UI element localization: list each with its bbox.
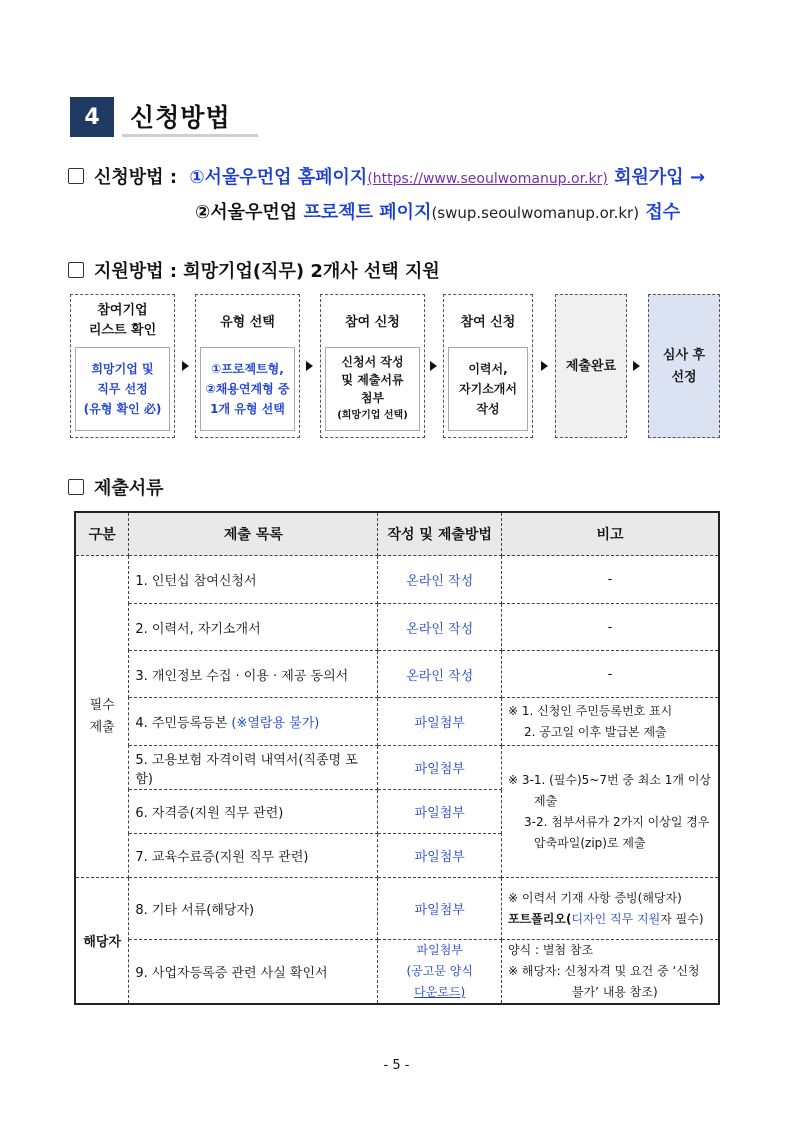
flow-step-3-head: 참여 신청 [345, 315, 400, 330]
apply-line-1 [68, 163, 705, 189]
flow-step-4-head: 참여 신청 [460, 315, 516, 330]
row-item: 7. 교육수료증(지원 직무 관련) [129, 834, 378, 878]
row-note: - [502, 651, 720, 698]
row-note [502, 940, 720, 1005]
header-item: 제출 목록 [129, 512, 378, 556]
apply-step1: ①서울우먼업 홈페이지 [189, 167, 368, 188]
flow-arrow-icon [541, 361, 548, 371]
header-method: 작성 및 제출방법 [378, 512, 502, 556]
row-method: 온라인 작성 [378, 604, 502, 651]
note-line: 양식 : 별첨 참조 [508, 943, 594, 957]
homepage-link[interactable]: (https://www.seoulwomanup.or.kr) [367, 171, 608, 187]
apply-step2-suffix: 접수 [645, 202, 681, 223]
row-method: 파일첨부 [378, 790, 502, 834]
row-item: 2. 이력서, 자기소개서 [129, 604, 378, 651]
checkbox-icon [68, 479, 84, 495]
flow-step-6-text: 심사 후 선정 [662, 348, 706, 385]
flow-arrow-icon [306, 361, 313, 371]
flow-arrow-icon [430, 361, 437, 371]
row-method: 온라인 작성 [378, 651, 502, 698]
support-line [68, 257, 440, 283]
row-method [378, 940, 502, 1005]
apply-line-2 [195, 198, 680, 224]
note-line: 2. 공고일 이후 발급본 제출 [524, 724, 667, 739]
checkbox-icon [68, 262, 84, 278]
table-row [75, 746, 719, 790]
row-method: 파일첨부 [378, 834, 502, 878]
row-method: 온라인 작성 [378, 556, 502, 604]
header-category: 구분 [75, 512, 129, 556]
flow-step-3-body [325, 347, 420, 431]
flow-step-3 [320, 294, 425, 438]
section-number: 4 [70, 97, 114, 137]
section-underline [122, 134, 258, 137]
note-bold: 포트폴리오( [508, 911, 572, 926]
support-text: 지원방법 : 희망기업(직무) 2개사 선택 지원 [94, 261, 440, 282]
note-blue: 디자인 직무 지원 [571, 911, 661, 926]
docs-heading [68, 474, 164, 500]
row-item-text: 4. 주민등록등본 [135, 716, 228, 731]
row-item: 8. 기타 서류(해당자) [129, 878, 378, 940]
section-title: 신청방법 [130, 103, 231, 132]
flow-step-5 [555, 294, 627, 438]
row-method: 파일첨부 [378, 698, 502, 746]
row-item: 3. 개인정보 수집 · 이용 · 제공 동의서 [129, 651, 378, 698]
apply-label: 신청방법 : [94, 167, 178, 188]
apply-step2: ②서울우먼업 [195, 202, 298, 223]
flow-step-3-small: (희망기업 선택) [337, 410, 408, 421]
documents-table [74, 511, 720, 1005]
flow-arrow-icon [182, 361, 189, 371]
row-item: 1. 인턴십 참여신청서 [129, 556, 378, 604]
flow-step-4-body: 이력서, 자기소개서 작성 [448, 347, 528, 431]
row-note-567 [502, 746, 720, 878]
row-item: 5. 고용보험 자격이력 내역서(직종명 포함) [129, 746, 378, 790]
row-item-extra: (※열람용 불가) [231, 716, 320, 731]
checkbox-icon [68, 168, 84, 184]
row-item: 9. 사업자등록증 관련 사실 확인서 [129, 940, 378, 1005]
note-line: 3-2. 첨부서류가 2가지 이상일 경우 [524, 814, 710, 829]
flow-arrow-icon [633, 361, 640, 371]
apply-step1-suffix: 회원가입 → [614, 167, 706, 188]
note-line: 압축파일(zip)로 제출 [534, 835, 646, 850]
table-row [75, 878, 719, 940]
method-line: (공고문 양식 [406, 964, 473, 978]
apply-step2-page: 프로젝트 페이지 [303, 202, 432, 223]
row-note: - [502, 556, 720, 604]
table-row [75, 698, 719, 746]
table-header-row [75, 512, 719, 556]
flow-step-2-head: 유형 선택 [220, 315, 275, 330]
row-method: 파일첨부 [378, 746, 502, 790]
flow-step-3-text: 신청서 작성 및 제출서류 첨부 [341, 355, 404, 405]
note-line: 불가’ 내용 참조) [572, 985, 658, 999]
note-line [508, 909, 712, 930]
flow-step-2-body: ①프로젝트형, ②채용연계형 중 1개 유형 선택 [200, 347, 295, 431]
flow-step-1-body: 희망기업 및 직무 선정 (유형 확인 必) [75, 347, 170, 431]
flow-step-2 [195, 294, 300, 438]
table-row [75, 556, 719, 604]
note-line: ※ 3-1. (필수)5~7번 중 최소 1개 이상 [508, 772, 712, 787]
note-line: 제출 [534, 793, 558, 808]
flow-step-1 [70, 294, 175, 438]
flow-step-4 [443, 294, 533, 438]
header-note: 비고 [502, 512, 720, 556]
table-row [75, 651, 719, 698]
flow-step-1-head: 참여기업 리스트 확인 [88, 303, 157, 338]
row-method: 파일첨부 [378, 878, 502, 940]
note-line: ※ 해당자: 신청자격 및 요건 중 ‘신청 [508, 964, 700, 978]
note-line: ※ 1. 신청인 주민등록번호 표시 [508, 703, 673, 718]
group-optional: 해당자 [75, 878, 129, 1005]
page-number: - 5 - [383, 1058, 410, 1073]
table-row [75, 604, 719, 651]
project-page-url: (swup.seoulwomanup.or.kr) [431, 204, 640, 222]
group-required: 필수 제출 [75, 556, 129, 878]
docs-title: 제출서류 [94, 478, 164, 499]
row-note [502, 698, 720, 746]
note-line: ※ 이력서 기재 사항 증빙(해당자) [508, 890, 682, 905]
row-note [502, 878, 720, 940]
table-row [75, 940, 719, 1005]
template-download-link[interactable]: 다운로드) [414, 985, 466, 999]
row-item [129, 698, 378, 746]
note-tail: 자 필수) [660, 911, 704, 926]
flow-step-5-text: 제출완료 [565, 359, 617, 374]
row-item: 6. 자격증(지원 직무 관련) [129, 790, 378, 834]
row-note: - [502, 604, 720, 651]
method-line: 파일첨부 [416, 943, 463, 957]
flow-step-6 [648, 294, 720, 438]
